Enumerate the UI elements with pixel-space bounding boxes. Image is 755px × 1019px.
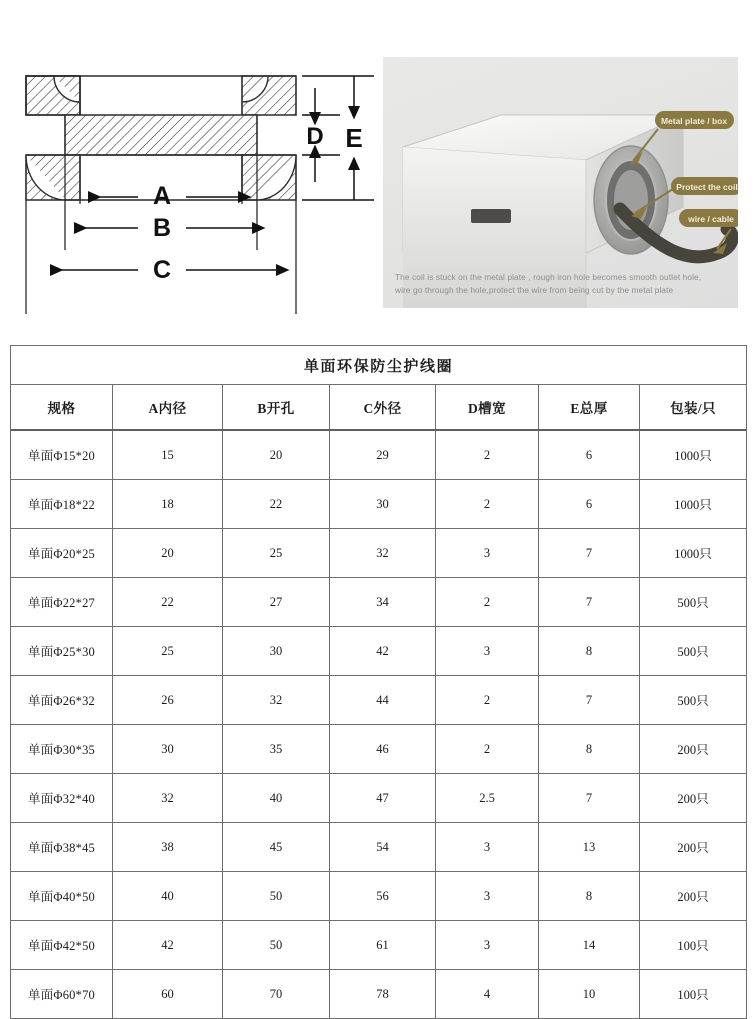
- cell-spec: 单面Φ60*70: [11, 970, 113, 1019]
- cell-value: 1000只: [640, 430, 747, 480]
- column-header-6: 包装/只: [640, 385, 747, 431]
- column-header-2: B开孔: [223, 385, 330, 431]
- cell-spec: 单面Φ26*32: [11, 676, 113, 725]
- cell-value: 2: [436, 676, 539, 725]
- table-row: [11, 480, 747, 529]
- cell-value: 38: [113, 823, 223, 872]
- cell-value: 70: [223, 970, 330, 1019]
- column-header-4: D槽宽: [436, 385, 539, 431]
- callout-text-wire-cable: wire / cable: [688, 214, 734, 224]
- table-row: [11, 725, 747, 774]
- cell-value: 3: [436, 823, 539, 872]
- cell-value: 42: [330, 627, 436, 676]
- cell-value: 6: [539, 480, 640, 529]
- cell-value: 200只: [640, 823, 747, 872]
- cell-value: 10: [539, 970, 640, 1019]
- cell-value: 50: [223, 872, 330, 921]
- cell-value: 46: [330, 725, 436, 774]
- application-photo: [383, 57, 738, 308]
- cell-value: 3: [436, 872, 539, 921]
- cell-value: 30: [113, 725, 223, 774]
- cell-spec: 单面Φ15*20: [11, 430, 113, 480]
- cell-spec: 单面Φ20*25: [11, 529, 113, 578]
- cell-value: 42: [113, 921, 223, 970]
- cell-value: 1000只: [640, 480, 747, 529]
- cell-value: 50: [223, 921, 330, 970]
- cell-value: 40: [223, 774, 330, 823]
- cell-value: 2: [436, 725, 539, 774]
- cell-value: 32: [223, 676, 330, 725]
- cell-value: 200只: [640, 872, 747, 921]
- cell-value: 100只: [640, 921, 747, 970]
- cell-spec: 单面Φ30*35: [11, 725, 113, 774]
- cell-value: 29: [330, 430, 436, 480]
- cell-value: 54: [330, 823, 436, 872]
- cell-value: 25: [113, 627, 223, 676]
- cell-value: 35: [223, 725, 330, 774]
- cell-value: 200只: [640, 725, 747, 774]
- cell-value: 40: [113, 872, 223, 921]
- cell-value: 7: [539, 774, 640, 823]
- cell-value: 34: [330, 578, 436, 627]
- callout-text-metal-plate: Metal plate / box: [660, 116, 728, 126]
- cell-value: 200只: [640, 774, 747, 823]
- cell-value: 22: [223, 480, 330, 529]
- cell-spec: 单面Φ22*27: [11, 578, 113, 627]
- cell-value: 45: [223, 823, 330, 872]
- cell-value: 30: [223, 627, 330, 676]
- cell-value: 44: [330, 676, 436, 725]
- cell-value: 78: [330, 970, 436, 1019]
- cell-value: 15: [113, 430, 223, 480]
- cell-value: 500只: [640, 627, 747, 676]
- illustration-area: [0, 0, 755, 330]
- cell-value: 3: [436, 627, 539, 676]
- column-header-1: A内径: [113, 385, 223, 431]
- table-row: [11, 921, 747, 970]
- cell-value: 26: [113, 676, 223, 725]
- cell-value: 18: [113, 480, 223, 529]
- table-body: [11, 346, 747, 1019]
- cell-value: 8: [539, 872, 640, 921]
- cell-value: 8: [539, 627, 640, 676]
- cell-value: 2: [436, 480, 539, 529]
- cell-value: 100只: [640, 970, 747, 1019]
- cell-value: 27: [223, 578, 330, 627]
- cell-spec: 单面Φ42*50: [11, 921, 113, 970]
- cell-value: 20: [113, 529, 223, 578]
- cell-value: 32: [113, 774, 223, 823]
- cell-value: 6: [539, 430, 640, 480]
- cell-value: 13: [539, 823, 640, 872]
- specification-table: [10, 345, 747, 1019]
- table-row: [11, 872, 747, 921]
- table-row: [11, 529, 747, 578]
- dimension-label-c: C: [152, 256, 172, 284]
- dimension-label-a: A: [152, 182, 172, 210]
- cell-value: 500只: [640, 578, 747, 627]
- cell-value: 32: [330, 529, 436, 578]
- table-row: [11, 430, 747, 480]
- dimension-label-b: B: [152, 214, 172, 242]
- cell-value: 7: [539, 578, 640, 627]
- cell-value: 25: [223, 529, 330, 578]
- table-row: [11, 578, 747, 627]
- cell-value: 1000只: [640, 529, 747, 578]
- cell-spec: 单面Φ38*45: [11, 823, 113, 872]
- table-title-row: [11, 346, 747, 385]
- cell-value: 60: [113, 970, 223, 1019]
- cell-spec: 单面Φ32*40: [11, 774, 113, 823]
- cell-value: 2: [436, 578, 539, 627]
- table-title: 单面环保防尘护线圈: [11, 346, 747, 385]
- cell-value: 2.5: [436, 774, 539, 823]
- cell-value: 4: [436, 970, 539, 1019]
- cell-value: 8: [539, 725, 640, 774]
- cell-value: 61: [330, 921, 436, 970]
- cell-value: 7: [539, 676, 640, 725]
- cell-spec: 单面Φ25*30: [11, 627, 113, 676]
- cell-value: 3: [436, 921, 539, 970]
- column-header-5: E总厚: [539, 385, 640, 431]
- cell-value: 22: [113, 578, 223, 627]
- cell-spec: 单面Φ18*22: [11, 480, 113, 529]
- column-header-3: C外径: [330, 385, 436, 431]
- column-header-0: 规格: [11, 385, 113, 431]
- cell-value: 14: [539, 921, 640, 970]
- grommet-cross-section-drawing: [10, 52, 378, 324]
- specification-table-wrap: [10, 345, 746, 1019]
- dimension-label-d: D: [306, 123, 324, 150]
- photo-caption: The coil is stuck on the metal plate , rough iron hole becomes smooth outlet hole, wire go through the hole,protect the wire from being cut by the metal plate: [395, 272, 702, 295]
- table-row: [11, 627, 747, 676]
- cell-spec: 单面Φ40*50: [11, 872, 113, 921]
- cell-value: 30: [330, 480, 436, 529]
- callout-text-protect-coil: Protect the coil: [676, 182, 738, 192]
- dimension-label-e: E: [345, 123, 363, 153]
- cell-value: 3: [436, 529, 539, 578]
- table-header-row: [11, 385, 747, 431]
- table-row: [11, 676, 747, 725]
- cell-value: 7: [539, 529, 640, 578]
- cell-value: 500只: [640, 676, 747, 725]
- cell-value: 20: [223, 430, 330, 480]
- cell-value: 2: [436, 430, 539, 480]
- cell-value: 56: [330, 872, 436, 921]
- table-row: [11, 970, 747, 1019]
- cell-value: 47: [330, 774, 436, 823]
- table-row: [11, 823, 747, 872]
- table-row: [11, 774, 747, 823]
